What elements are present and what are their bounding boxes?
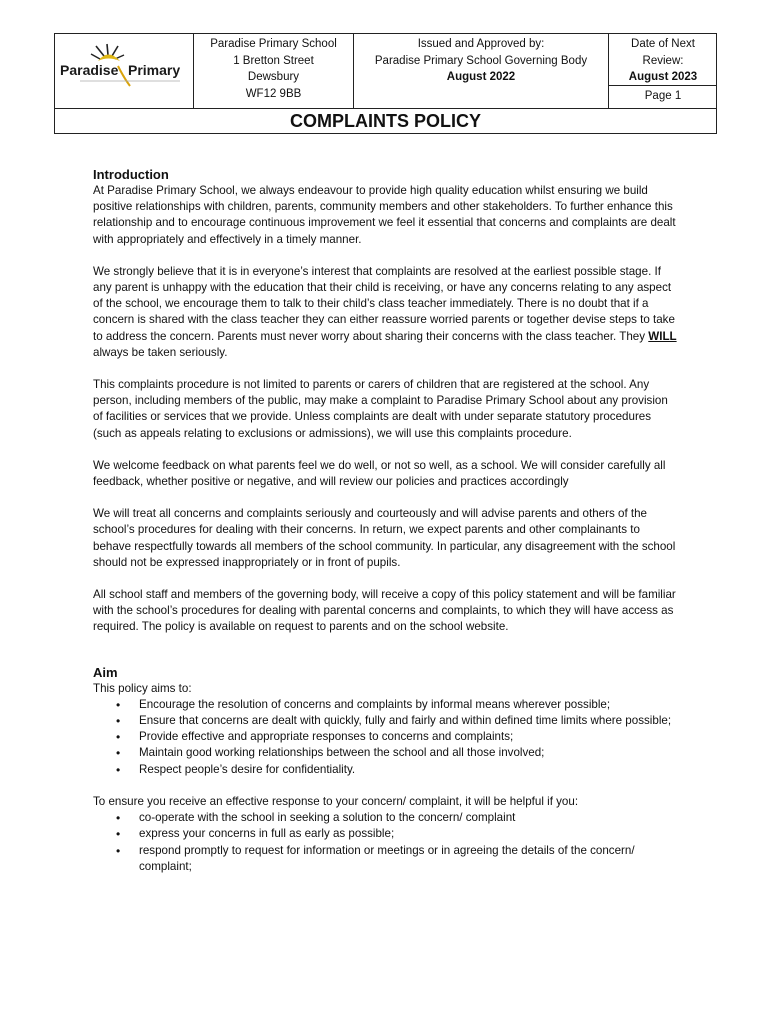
address-line: Dewsbury: [247, 71, 300, 83]
introduction-heading: Introduction: [93, 167, 169, 182]
list-item: • respond promptly to request for information or meetings or in agreeing the details of the concern/ complaint;: [139, 843, 678, 875]
paragraph: We welcome feedback on what parents feel we do well, or not so well, as a school. We will consider carefully all feedback, whether positive or negative, and will review our policies and practices accordingly: [93, 458, 666, 489]
address-line: WF12 9BB: [245, 87, 302, 100]
school-logo: [60, 42, 188, 94]
logo-text-left: Paradise: [60, 62, 119, 78]
page-number: Page 1: [644, 90, 682, 102]
document-title: COMPLAINTS POLICY: [289, 111, 481, 131]
paragraph: All school staff and members of the governing body, will receive a copy of this policy statement and will be familiar with the school’s procedures for dealing with parental concerns and complaints, to which they will have access as required. The policy is available on request to parents and on the school website.: [93, 588, 676, 634]
address-cell: [194, 34, 354, 108]
header-row: [55, 34, 716, 109]
list-item: • Respect people’s desire for confidentiality.: [139, 762, 678, 778]
document-body: [93, 166, 678, 891]
issued-cell: [354, 34, 609, 108]
review-label: Date of Next: [631, 38, 695, 50]
list-item: • Maintain good working relationships between the school and all those involved;: [139, 745, 678, 761]
issued-by: Paradise Primary School Governing Body: [374, 54, 588, 67]
paragraph: This complaints procedure is not limited to parents or carers of children that are registered at the school. Any person, including members of the public, may make a complaint to Paradise Primary School about any provision of facilities or services that we provide. Unless complaints are dealt with under separate statutory procedures (such as appeals relating to exclusions or admissions), we will use this complaints procedure.: [93, 378, 668, 440]
review-date-block: [609, 34, 717, 86]
logo-cell: [55, 34, 194, 108]
address-line: 1 Bretton Street: [233, 54, 314, 67]
help-list: [93, 810, 678, 875]
sun-rays-icon: [91, 44, 124, 61]
aim-list: [93, 697, 678, 778]
review-label: Review:: [642, 54, 684, 67]
paragraph: [93, 264, 678, 361]
address-line: Paradise Primary School: [210, 38, 337, 50]
aim-heading: Aim: [93, 664, 118, 680]
policy-header: [54, 33, 717, 134]
emphasis-will: WILL: [648, 329, 677, 343]
issued-date: August 2022: [446, 71, 516, 83]
logo-text-right: Primary: [128, 62, 181, 78]
aim-lead-2: To ensure you receive an effective response to your concern/ complaint, it will be helpful if you:: [93, 794, 579, 808]
review-cell: [609, 34, 717, 108]
paragraph: We will treat all concerns and complaints seriously and courteously and will advise parents and others of the school’s procedures for dealing with their concerns. In return, we expect parents and other complainants to behave respectfully towards all members of the school community. In particular, any disagreement with the school should not be expressed inappropriately or in front of pupils.: [93, 507, 676, 569]
list-item: • express your concerns in full as early as possible;: [139, 826, 678, 842]
paragraph: At Paradise Primary School, we always endeavour to provide high quality education whilst ensuring we build positive relationships with children, parents, community members and other stakeholders. To further enhance this relationship and to encourage continuous improvement we feel it essential that concerns and complaints are dealt with appropriately and effectively in a timely manner.: [93, 184, 676, 246]
paragraph-text: always be taken seriously.: [93, 345, 228, 359]
list-item: • Ensure that concerns are dealt with quickly, fully and fairly and within defined time limits where possible;: [139, 713, 678, 729]
list-item: • Provide effective and appropriate responses to concerns and complaints;: [139, 729, 678, 745]
review-date: August 2023: [628, 71, 698, 83]
list-item: • co-operate with the school in seeking a solution to the concern/ complaint: [139, 810, 678, 826]
list-item: • Encourage the resolution of concerns and complaints by informal means wherever possible;: [139, 697, 678, 713]
aim-lead: This policy aims to:: [93, 681, 192, 695]
paragraph-text: We strongly believe that it is in everyone’s interest that complaints are resolved at the earliest possible stage. If any parent is unhappy with the education that their child is receiving, or have any concerns relating to any aspect of the school, we encourage them to talk to their child’s class teacher immediately. There is no doubt that if a concern is shared with the class teacher they can either reassure worried parents or together devise steps to take to address the concern. Parents must never worry about sharing their concerns with the class teacher. They: [93, 264, 675, 343]
issued-label: Issued and Approved by:: [417, 38, 545, 50]
